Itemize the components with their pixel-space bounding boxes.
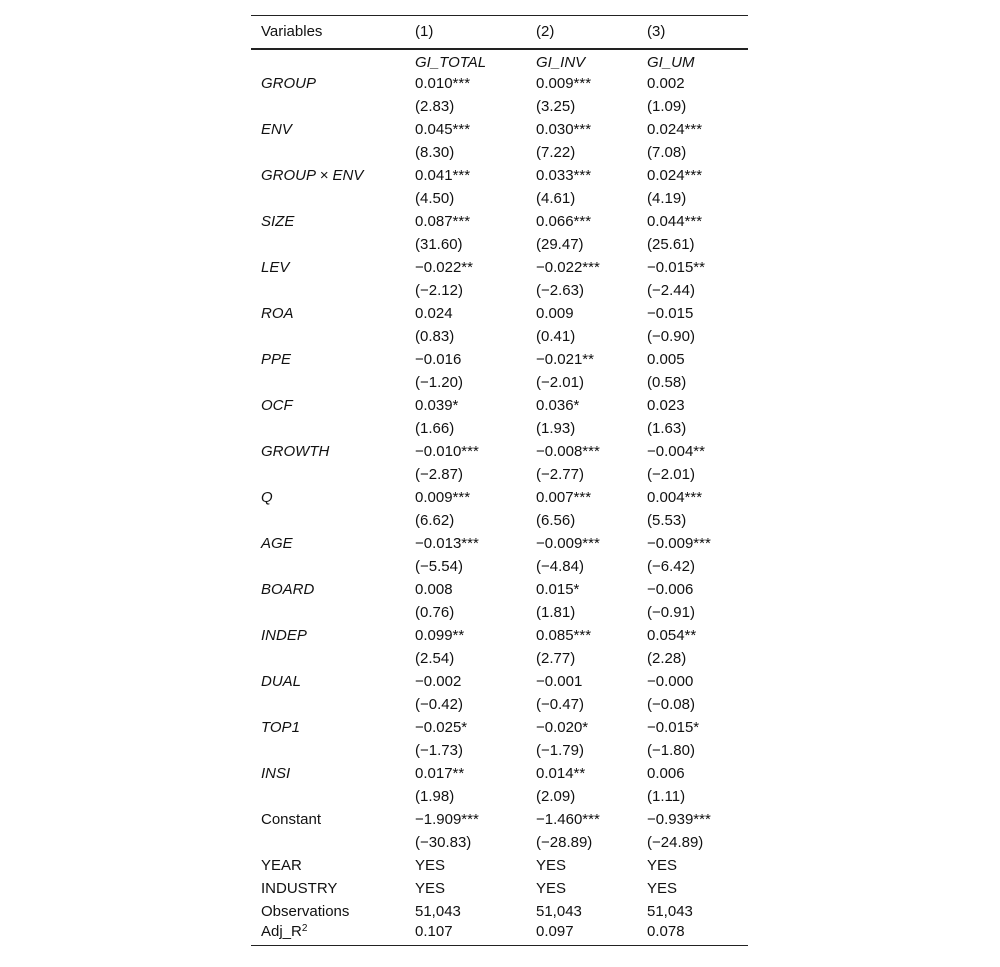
t-stat-cell: (4.50) [415,189,455,207]
t-stat-row [251,141,748,164]
t-stat-cell: (−1.20) [415,373,463,391]
coefficient-cell: 0.023 [647,396,685,414]
coefficient-cell: 0.006 [647,764,685,782]
adj-r2-row [251,923,748,946]
empty-label-cell [251,693,405,716]
table-body [251,49,748,946]
coefficient-cell: −0.939*** [647,810,711,828]
t-stat-cell: (−0.91) [647,603,695,621]
t-stat-cell: (1.11) [647,787,686,805]
t-stat-cell: (−2.12) [415,281,463,299]
variable-name: PPE [261,350,292,368]
coefficient-cell: 0.024 [415,304,453,322]
variable-name: INDEP [261,626,307,644]
t-stat-cell: (−2.01) [647,465,695,483]
coefficient-row [251,670,748,693]
empty-label-cell [251,785,405,808]
coefficient-cell: 0.017** [415,764,465,782]
control-value: YES [415,879,446,897]
t-stat-row [251,325,748,348]
variable-name: ENV [261,120,292,138]
t-stat-cell: (−30.83) [415,833,472,851]
t-stat-cell: (1.81) [536,603,576,621]
empty-label-cell [251,187,405,210]
coefficient-cell: −0.021** [536,350,594,368]
coefficient-cell: 0.009 [536,304,574,322]
variable-name: SIZE [261,212,295,230]
empty-label-cell [251,325,405,348]
empty-label-cell [251,647,405,670]
coefficient-cell: −1.909*** [415,810,479,828]
empty-label-cell [251,463,405,486]
empty-label-cell [251,279,405,302]
control-label: Observations [261,902,350,920]
coefficient-cell: 0.066*** [536,212,592,230]
variable-name: Q [261,488,273,506]
adj-r2-value: 0.097 [526,923,637,946]
t-stat-row [251,739,748,762]
variable-name: DUAL [261,672,302,690]
empty-label-cell [251,141,405,164]
coefficient-cell: 0.085*** [536,626,592,644]
coefficient-cell: −0.009*** [647,534,711,552]
t-stat-row [251,601,748,624]
control-value: YES [415,856,446,874]
variable-name: Constant [261,810,322,828]
regression-table-container [251,15,748,946]
t-stat-cell: (−2.01) [536,373,584,391]
t-stat-row [251,371,748,394]
header-row [251,16,748,49]
header-col-2: (2) [526,16,637,49]
coefficient-cell: 0.044*** [647,212,703,230]
coefficient-cell: −0.025* [415,718,468,736]
t-stat-row [251,417,748,440]
variable-name: ROA [261,304,294,322]
t-stat-cell: (−5.54) [415,557,463,575]
coefficient-row [251,762,748,785]
dep-var-2: GI_INV [536,53,586,71]
t-stat-cell: (1.63) [647,419,687,437]
coefficient-cell: −0.001 [536,672,583,690]
t-stat-cell: (−1.73) [415,741,463,759]
coefficient-cell: 0.010*** [415,74,471,92]
coefficient-cell: 0.015* [536,580,580,598]
coefficient-row [251,394,748,417]
coefficient-row [251,624,748,647]
control-label: YEAR [261,856,302,874]
coefficient-cell: 0.024*** [647,120,703,138]
t-stat-row [251,509,748,532]
t-stat-row [251,831,748,854]
empty-label-cell [251,95,405,118]
t-stat-cell: (8.30) [415,143,455,161]
coefficient-cell: −0.015* [647,718,700,736]
t-stat-cell: (−0.90) [647,327,695,345]
variable-name: BOARD [261,580,315,598]
t-stat-row [251,187,748,210]
coefficient-cell: 0.009*** [415,488,471,506]
t-stat-cell: (0.58) [647,373,687,391]
t-stat-row [251,785,748,808]
coefficient-cell: 0.024*** [647,166,703,184]
t-stat-cell: (−2.77) [536,465,584,483]
coefficient-cell: −0.020* [536,718,589,736]
t-stat-cell: (−0.08) [647,695,695,713]
t-stat-row [251,693,748,716]
variable-name: INSI [261,764,291,782]
dep-var-1: GI_TOTAL [415,53,487,71]
t-stat-cell: (1.66) [415,419,455,437]
t-stat-cell: (7.22) [536,143,576,161]
control-value: 51,043 [647,902,693,920]
coefficient-cell: −0.010*** [415,442,479,460]
header-variables: Variables [251,16,405,49]
adj-r2-value: 0.078 [637,923,748,946]
coefficient-cell: −0.004** [647,442,705,460]
t-stat-cell: (3.25) [536,97,576,115]
control-label: INDUSTRY [261,879,338,897]
adj-r2-label [251,923,405,946]
coefficient-cell: 0.009*** [536,74,592,92]
coefficient-cell: −0.022** [415,258,473,276]
t-stat-cell: (6.62) [415,511,455,529]
coefficient-cell: 0.004*** [647,488,703,506]
empty-label-cell [251,739,405,762]
t-stat-cell: (2.54) [415,649,455,667]
t-stat-cell: (1.93) [536,419,576,437]
coefficient-cell: −0.016 [415,350,462,368]
t-stat-cell: (7.08) [647,143,687,161]
coefficient-cell: −0.015** [647,258,705,276]
empty-label-cell [251,417,405,440]
coefficient-row [251,256,748,279]
coefficient-cell: 0.039* [415,396,459,414]
coefficient-row [251,578,748,601]
t-stat-cell: (−1.80) [647,741,695,759]
control-row [251,854,748,877]
coefficient-cell: 0.014** [536,764,586,782]
empty-label-cell [251,601,405,624]
t-stat-cell: (−1.79) [536,741,584,759]
variable-name: GROUP × ENV [261,166,364,184]
header-col-1: (1) [405,16,526,49]
regression-table [251,15,748,946]
t-stat-cell: (2.28) [647,649,687,667]
t-stat-cell: (2.77) [536,649,576,667]
empty-label-cell [251,233,405,256]
coefficient-row [251,486,748,509]
t-stat-row [251,95,748,118]
coefficient-row [251,210,748,233]
coefficient-cell: −0.002 [415,672,462,690]
t-stat-row [251,233,748,256]
variable-name: LEV [261,258,290,276]
variable-name: AGE [261,534,293,552]
t-stat-cell: (0.41) [536,327,576,345]
empty-label-cell [251,555,405,578]
t-stat-row [251,279,748,302]
t-stat-cell: (5.53) [647,511,687,529]
coefficient-cell: 0.036* [536,396,580,414]
adj-r2-value: 0.107 [405,923,526,946]
t-stat-cell: (0.83) [415,327,455,345]
header-col-3: (3) [637,16,748,49]
coefficient-cell: −0.009*** [536,534,600,552]
dep-var-3: GI_UM [647,53,695,71]
coefficient-row [251,716,748,739]
t-stat-cell: (−4.84) [536,557,584,575]
dependent-variable-row [251,49,748,72]
variable-name: OCF [261,396,293,414]
t-stat-cell: (−28.89) [536,833,593,851]
empty-label-cell [251,509,405,532]
t-stat-cell: (−2.87) [415,465,463,483]
adj-r2-superscript: 2 [301,923,308,935]
coefficient-row [251,532,748,555]
coefficient-row [251,808,748,831]
coefficient-row [251,118,748,141]
variable-name: GROUP [261,74,317,92]
t-stat-row [251,555,748,578]
coefficient-row [251,302,748,325]
control-row [251,877,748,900]
coefficient-cell: 0.008 [415,580,453,598]
control-value: YES [647,879,678,897]
dep-var-label-cell [251,49,405,72]
empty-label-cell [251,371,405,394]
variable-name: GROWTH [261,442,330,460]
control-value: 51,043 [536,902,582,920]
control-value: YES [536,879,567,897]
coefficient-row [251,72,748,95]
t-stat-cell: (2.83) [415,97,455,115]
t-stat-cell: (25.61) [647,235,695,253]
control-value: YES [647,856,678,874]
t-stat-cell: (4.19) [647,189,687,207]
coefficient-cell: 0.005 [647,350,685,368]
adj-r2-label-text: Adj_R [261,923,302,941]
t-stat-cell: (2.09) [536,787,576,805]
coefficient-cell: −1.460*** [536,810,600,828]
t-stat-cell: (−0.47) [536,695,584,713]
control-value: 51,043 [415,902,461,920]
coefficient-cell: −0.022*** [536,258,600,276]
t-stat-cell: (−0.42) [415,695,463,713]
coefficient-cell: −0.008*** [536,442,600,460]
t-stat-cell: (−24.89) [647,833,704,851]
t-stat-cell: (−2.63) [536,281,584,299]
variable-name: TOP1 [261,718,300,736]
t-stat-cell: (31.60) [415,235,463,253]
control-row [251,900,748,923]
table-header [251,16,748,49]
coefficient-cell: 0.030*** [536,120,592,138]
empty-label-cell [251,831,405,854]
t-stat-row [251,463,748,486]
coefficient-cell: 0.002 [647,74,685,92]
t-stat-cell: (4.61) [536,189,576,207]
coefficient-cell: −0.006 [647,580,694,598]
t-stat-cell: (0.76) [415,603,455,621]
coefficient-cell: 0.087*** [415,212,471,230]
control-value: YES [536,856,567,874]
t-stat-cell: (29.47) [536,235,584,253]
t-stat-cell: (−6.42) [647,557,695,575]
coefficient-cell: −0.000 [647,672,694,690]
coefficient-cell: 0.054** [647,626,697,644]
coefficient-cell: 0.007*** [536,488,592,506]
coefficient-row [251,440,748,463]
coefficient-cell: 0.099** [415,626,465,644]
coefficient-row [251,164,748,187]
t-stat-cell: (1.09) [647,97,687,115]
t-stat-cell: (6.56) [536,511,576,529]
coefficient-cell: 0.045*** [415,120,471,138]
coefficient-cell: 0.033*** [536,166,592,184]
t-stat-cell: (1.98) [415,787,455,805]
coefficient-cell: 0.041*** [415,166,471,184]
t-stat-row [251,647,748,670]
coefficient-cell: −0.013*** [415,534,479,552]
coefficient-row [251,348,748,371]
coefficient-cell: −0.015 [647,304,694,322]
t-stat-cell: (−2.44) [647,281,695,299]
